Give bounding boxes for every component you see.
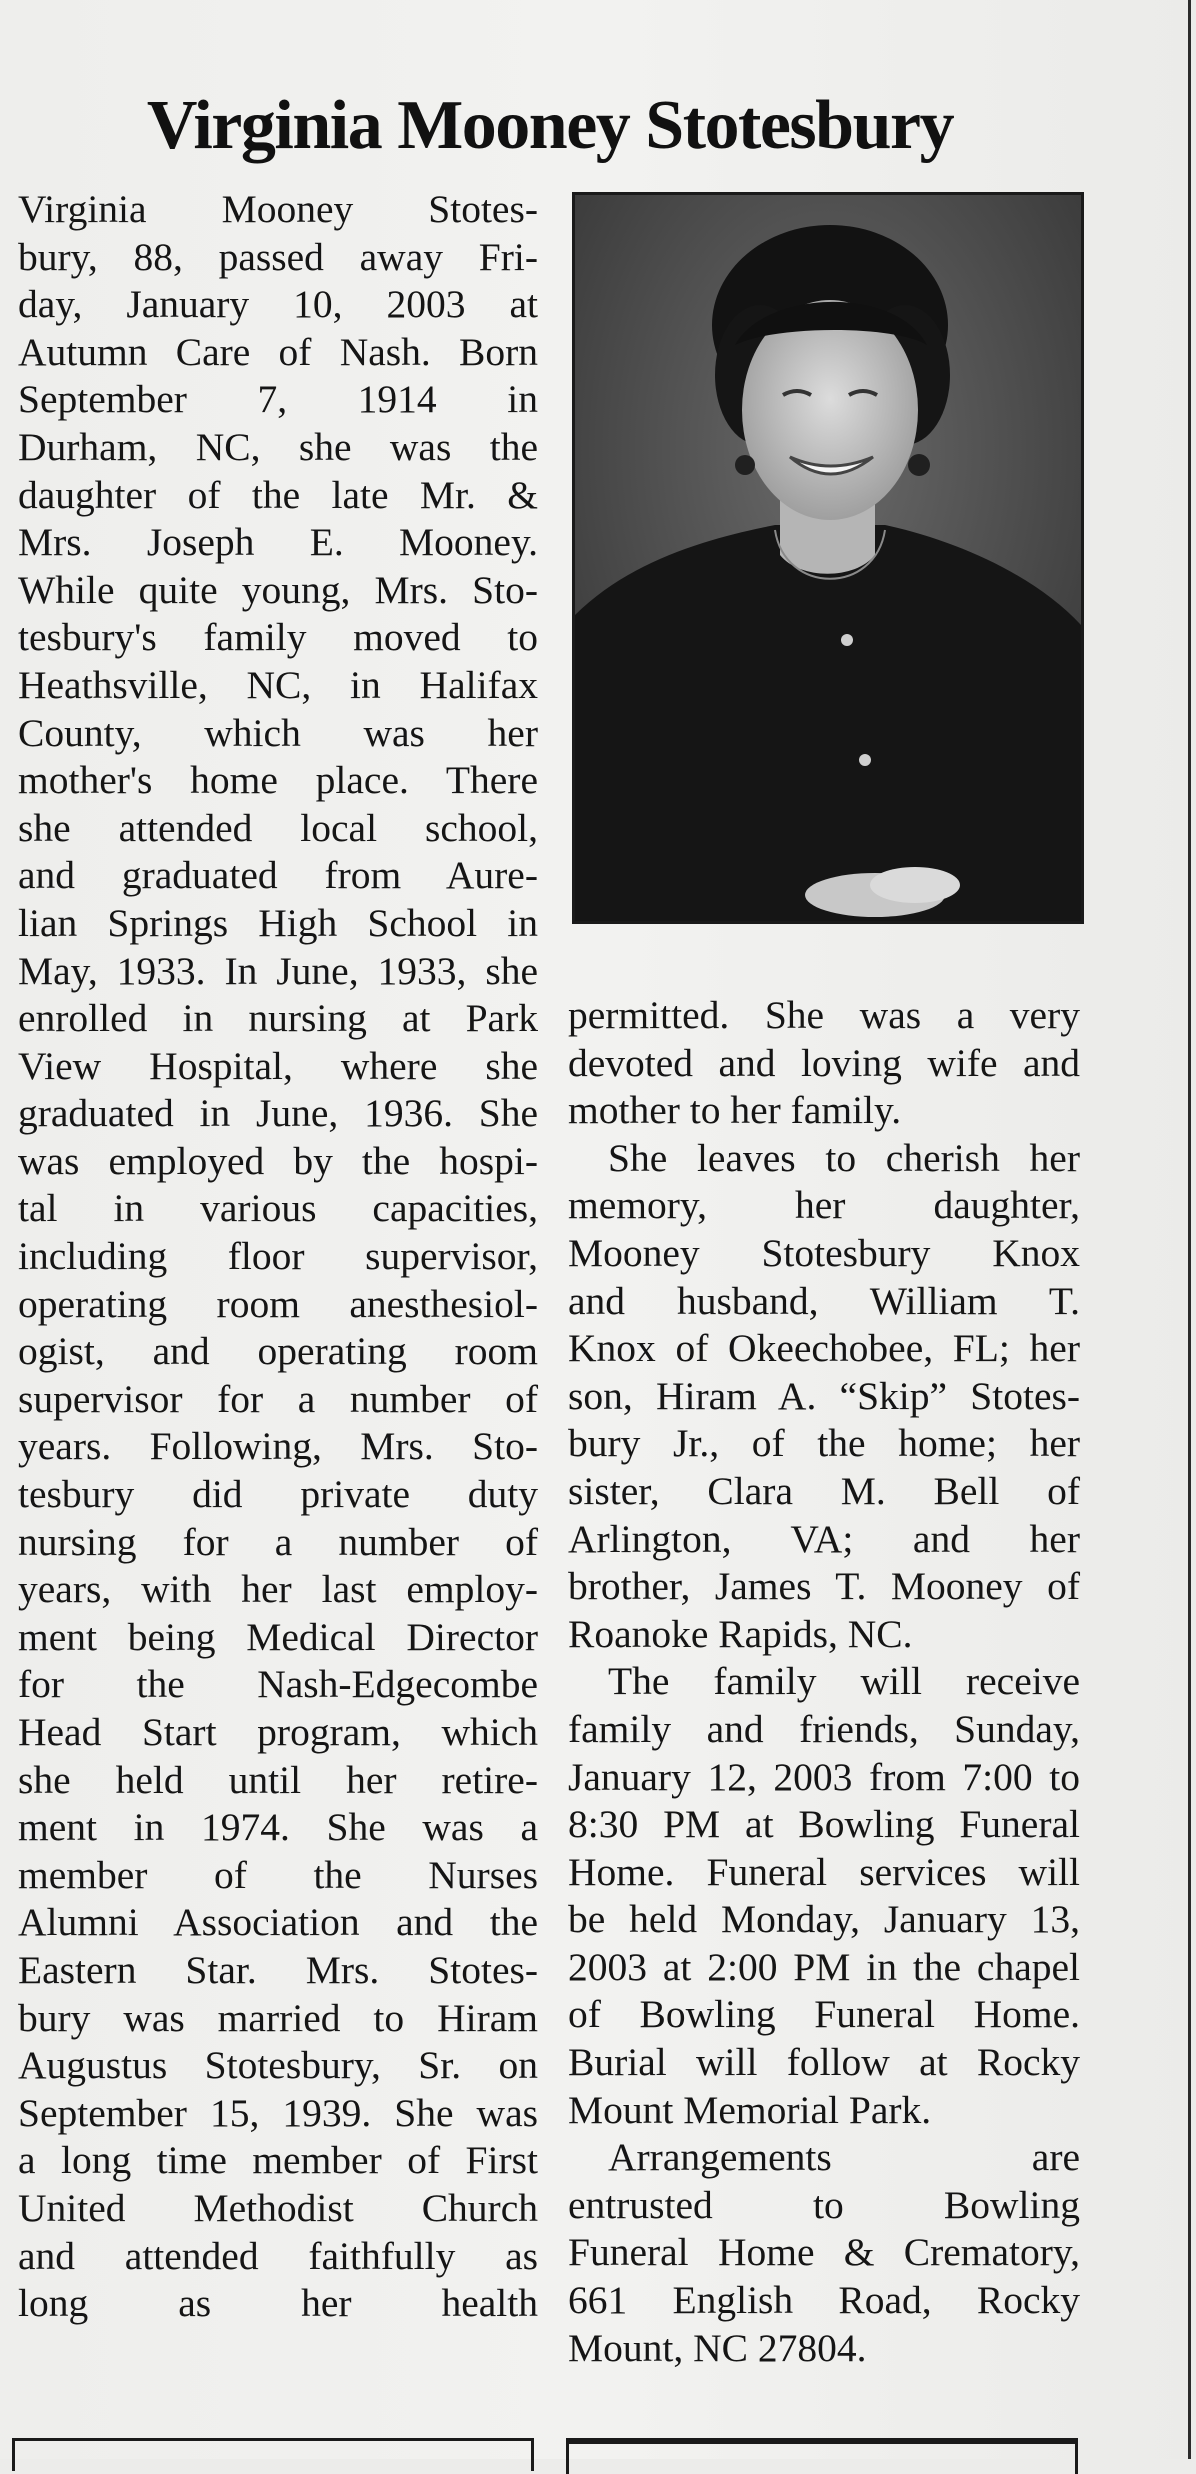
column-rule xyxy=(1188,0,1191,2459)
text-line: 661 English Road, Rocky xyxy=(568,2278,1080,2323)
text-line: supervisor for a number of xyxy=(18,1376,538,1421)
text-line: Alumni Association and the xyxy=(18,1900,538,1945)
text-line: bury was married to Hiram xyxy=(18,1995,538,2040)
text-line: May, 1933. In June, 1933, she xyxy=(18,948,538,993)
text-line: entrusted to Bowling xyxy=(568,2182,1080,2227)
text-line: County, which was her xyxy=(18,710,538,755)
text-line: memory, her daughter, xyxy=(568,1183,1080,1228)
text-line: years, with her last employ- xyxy=(18,1567,538,1612)
text-line: long as her health xyxy=(18,2281,538,2326)
text-line: including floor supervisor, xyxy=(18,1234,538,1279)
text-line: day, January 10, 2003 at xyxy=(18,282,538,327)
text-line: ment being Medical Director xyxy=(18,1614,538,1659)
text-line: Durham, NC, she was the xyxy=(18,424,538,469)
text-line: ment in 1974. She was a xyxy=(18,1805,538,1850)
text-line: son, Hiram A. “Skip” Stotes- xyxy=(568,1373,1080,1418)
portrait-photo xyxy=(572,192,1084,924)
text-line: Burial will follow at Rocky xyxy=(568,2040,1080,2085)
text-line: Knox of Okeechobee, FL; her xyxy=(568,1326,1080,1371)
text-line: she attended local school, xyxy=(18,805,538,850)
text-line: Head Start program, which xyxy=(18,1710,538,1754)
text-line: and graduated from Aure- xyxy=(18,853,538,898)
text-line: bury, 88, passed away Fri- xyxy=(18,234,538,279)
text-line: a long time member of First xyxy=(18,2138,538,2183)
text-line: While quite young, Mrs. Sto- xyxy=(18,567,538,612)
text-line: Mount, NC 27804. xyxy=(568,2325,867,2370)
text-line: member of the Nurses xyxy=(18,1852,538,1897)
next-article-frame xyxy=(566,2438,1078,2474)
obituary-text-left-column xyxy=(18,186,538,2328)
text-line: mother's home place. There xyxy=(18,758,538,803)
text-line: Mooney Stotesbury Knox xyxy=(568,1230,1080,1275)
text-line: Arrangements are xyxy=(608,2135,1080,2180)
text-line: for the Nash-Edgecombe xyxy=(18,1662,538,1707)
text-line: brother, James T. Mooney of xyxy=(568,1564,1080,1609)
text-line: Roanoke Rapids, NC. xyxy=(568,1611,913,1656)
text-line: graduated in June, 1936. She xyxy=(18,1091,538,1136)
text-line: sister, Clara M. Bell of xyxy=(568,1468,1080,1513)
text-line: United Methodist Church xyxy=(18,2185,538,2230)
text-line: years. Following, Mrs. Sto- xyxy=(18,1424,538,1469)
text-line: She leaves to cherish her xyxy=(608,1135,1080,1180)
text-line: The family will receive xyxy=(608,1659,1080,1704)
text-line: of Bowling Funeral Home. xyxy=(568,1992,1080,2037)
text-line: September 7, 1914 in xyxy=(18,377,538,422)
text-line: permitted. She was a very xyxy=(568,993,1080,1037)
text-line: September 15, 1939. She was xyxy=(18,2090,538,2135)
text-line: Mrs. Joseph E. Mooney. xyxy=(18,520,538,565)
text-line: lian Springs High School in xyxy=(18,900,538,945)
text-line: Augustus Stotesbury, Sr. on xyxy=(18,2043,538,2088)
text-line: and husband, William T. xyxy=(568,1278,1080,1323)
text-line: mother to her family. xyxy=(568,1088,902,1133)
text-line: she held until her retire- xyxy=(18,1757,538,1802)
text-line: 2003 at 2:00 PM in the chapel xyxy=(568,1944,1080,1989)
next-article-frame xyxy=(12,2438,534,2471)
text-line: Heathsville, NC, in Halifax xyxy=(18,662,538,707)
text-line: Funeral Home & Crematory, xyxy=(568,2230,1080,2275)
text-line: Autumn Care of Nash. Born xyxy=(18,329,538,374)
text-line: was employed by the hospi- xyxy=(18,1138,538,1183)
text-line: tesbury's family moved to xyxy=(18,615,538,660)
text-line: bury Jr., of the home; her xyxy=(568,1421,1080,1466)
text-line: January 12, 2003 from 7:00 to xyxy=(568,1754,1080,1799)
text-line: enrolled in nursing at Park xyxy=(18,996,538,1041)
obituary-text-right-column xyxy=(568,992,1080,2372)
portrait-photo-icon xyxy=(575,195,1081,921)
text-line: family and friends, Sunday, xyxy=(568,1706,1080,1751)
text-line: daughter of the late Mr. & xyxy=(18,472,538,517)
obituary-title: Virginia Mooney Stotesbury xyxy=(146,86,954,164)
text-line: Mount Memorial Park. xyxy=(568,2087,932,2132)
text-line: tal in various capacities, xyxy=(18,1186,538,1231)
text-line: Arlington, VA; and her xyxy=(568,1516,1080,1561)
text-line: operating room anesthesiol- xyxy=(18,1281,538,1326)
text-line: 8:30 PM at Bowling Funeral xyxy=(568,1802,1080,1847)
text-line: tesbury did private duty xyxy=(18,1472,538,1517)
text-line: and attended faithfully as xyxy=(18,2233,538,2278)
text-line: devoted and loving wife and xyxy=(568,1040,1080,1085)
text-line: View Hospital, where she xyxy=(18,1043,538,1088)
text-line: ogist, and operating room xyxy=(18,1329,538,1374)
text-line: Home. Funeral services will xyxy=(568,1849,1080,1894)
text-line: nursing for a number of xyxy=(18,1519,538,1564)
text-line: be held Monday, January 13, xyxy=(568,1897,1080,1942)
text-line: Eastern Star. Mrs. Stotes- xyxy=(18,1947,538,1992)
text-line: Virginia Mooney Stotes- xyxy=(18,187,538,231)
